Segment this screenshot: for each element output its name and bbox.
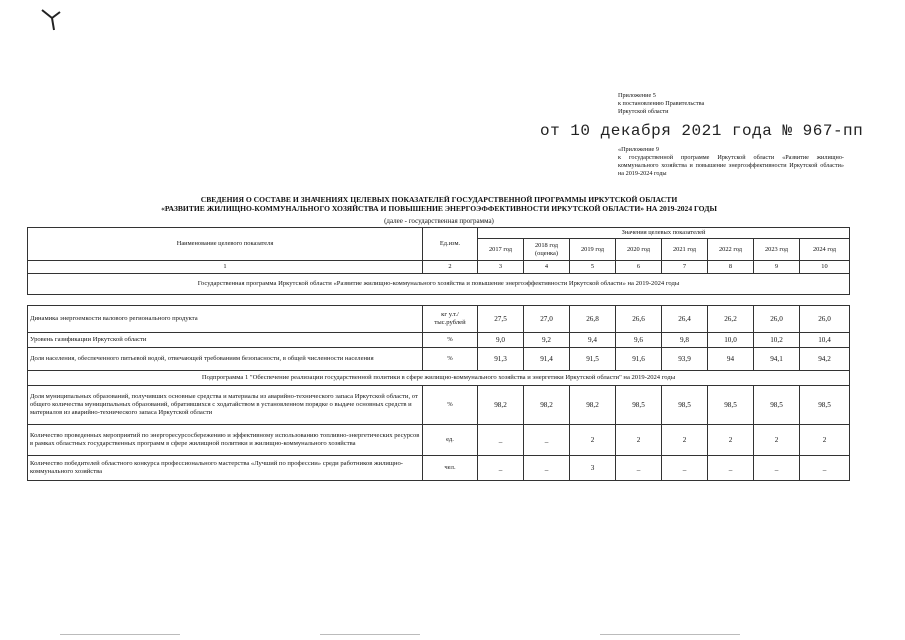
column-number: 1: [28, 261, 423, 274]
value-cell: 27,0: [524, 306, 570, 333]
value-cell: _: [800, 456, 850, 481]
indicator-unit: кг у.т./ тыс.рублей: [423, 306, 478, 333]
document-subtitle: (далее - государственная программа): [384, 217, 494, 225]
indicator-name: Количество победителей областного конкурса профессионального мастерства «Лучший по профессии» среди работников жилищно-коммунального хозяйства: [28, 456, 423, 481]
value-cell: 9,4: [570, 333, 616, 348]
header-year: 2019 год: [570, 239, 616, 261]
header-year: 2024 год: [800, 239, 850, 261]
value-cell: 98,5: [616, 386, 662, 425]
appendix9-header: [618, 146, 844, 178]
resolution-stamp: от 10 декабря 2021 года № 967-пп: [540, 122, 864, 140]
indicator-unit: %: [423, 348, 478, 371]
indicator-name: Динамика энергоемкости валового регионального продукта: [28, 306, 423, 333]
header-name: Наименование целевого показателя: [28, 228, 423, 261]
value-cell: 26,8: [570, 306, 616, 333]
value-cell: 98,5: [662, 386, 708, 425]
value-cell: 2: [662, 425, 708, 456]
document-title: [30, 195, 848, 213]
value-cell: 2: [708, 425, 754, 456]
value-cell: _: [478, 425, 524, 456]
value-cell: 26,0: [754, 306, 800, 333]
separator: [28, 295, 850, 306]
section-subprogram: Подпрограмма 1 "Обеспечение реализации государственной политики в сфере жилищно-коммунального хозяйства и энергетики Иркутской области" на 2019-2024 годы: [28, 371, 850, 386]
indicator-name: Количество проведенных мероприятий по энергоресурсосбережению и эффективному использованию топливно-энергетических ресурсов в рамках областных государственных программ в сфере жилищной политики и жилищно-коммунального хозяйства: [28, 425, 423, 456]
value-cell: 91,3: [478, 348, 524, 371]
value-cell: 94: [708, 348, 754, 371]
value-cell: _: [754, 456, 800, 481]
value-cell: _: [616, 456, 662, 481]
column-number: 5: [570, 261, 616, 274]
value-cell: 2: [570, 425, 616, 456]
table-row: [28, 386, 850, 425]
column-number: 8: [708, 261, 754, 274]
appendix9-title: «Приложение 9: [618, 146, 659, 153]
title-line-1: СВЕДЕНИЯ О СОСТАВЕ И ЗНАЧЕНИЯХ ЦЕЛЕВЫХ ПОКАЗАТЕЛЕЙ ГОСУДАРСТВЕННОЙ ПРОГРАММЫ ИРКУТСКОЙ ОБЛАСТИ: [200, 195, 678, 204]
value-cell: 26,4: [662, 306, 708, 333]
value-cell: 91,5: [570, 348, 616, 371]
value-cell: 98,5: [754, 386, 800, 425]
value-cell: 93,9: [662, 348, 708, 371]
value-cell: 3: [570, 456, 616, 481]
value-cell: 98,2: [524, 386, 570, 425]
column-number: 4: [524, 261, 570, 274]
header-unit: Ед.изм.: [423, 228, 478, 261]
indicator-unit: чел.: [423, 456, 478, 481]
indicator-unit: %: [423, 386, 478, 425]
value-cell: 26,2: [708, 306, 754, 333]
header-year: 2022 год: [708, 239, 754, 261]
scan-edge-line: [320, 634, 420, 635]
value-cell: 10,0: [708, 333, 754, 348]
table-row: [28, 425, 850, 456]
value-cell: 2: [616, 425, 662, 456]
scan-edge-line: [600, 634, 740, 635]
appendix-header: [618, 92, 858, 116]
value-cell: 94,1: [754, 348, 800, 371]
value-cell: 98,2: [478, 386, 524, 425]
value-cell: 9,2: [524, 333, 570, 348]
value-cell: 2: [754, 425, 800, 456]
value-cell: 27,5: [478, 306, 524, 333]
value-cell: 26,0: [800, 306, 850, 333]
value-cell: 94,2: [800, 348, 850, 371]
indicator-unit: ед.: [423, 425, 478, 456]
value-cell: _: [478, 456, 524, 481]
value-cell: 9,8: [662, 333, 708, 348]
value-cell: 2: [800, 425, 850, 456]
table-row: [28, 333, 850, 348]
title-line-2: «РАЗВИТИЕ ЖИЛИЩНО-КОММУНАЛЬНОГО ХОЗЯЙСТВА И ПОВЫШЕНИЕ ЭНЕРГОЭФФЕКТИВНОСТИ ИРКУТСКОЙ ОБЛАСТИ» НА 2019-2024 ГОДЫ: [161, 204, 717, 213]
value-cell: 98,5: [800, 386, 850, 425]
column-number: 7: [662, 261, 708, 274]
header-year: 2020 год: [616, 239, 662, 261]
appendix-line: к постановлению Правительства: [618, 100, 705, 107]
header-year: 2021 год: [662, 239, 708, 261]
column-number: 10: [800, 261, 850, 274]
header-year: 2023 год: [754, 239, 800, 261]
value-cell: 98,5: [708, 386, 754, 425]
column-number: 6: [616, 261, 662, 274]
scan-edge-line: [60, 634, 180, 635]
scan-mark-icon: [38, 4, 68, 34]
value-cell: 10,2: [754, 333, 800, 348]
value-cell: _: [708, 456, 754, 481]
value-cell: 10,4: [800, 333, 850, 348]
column-number: 9: [754, 261, 800, 274]
column-number: 3: [478, 261, 524, 274]
value-cell: _: [524, 456, 570, 481]
appendix-line: Приложение 5: [618, 92, 656, 99]
table-row: [28, 306, 850, 333]
column-number: 2: [423, 261, 478, 274]
section-program: Государственная программа Иркутской области «Развитие жилищно-коммунального хозяйства и повышение энергоэффективности Иркутской области» на 2019-2024 годы: [28, 274, 850, 295]
value-cell: 98,2: [570, 386, 616, 425]
indicator-name: Доля муниципальных образований, получивших основные средства и материалы из аварийно-технического запаса Иркутской области, от общего количества муниципальных образований, обратившихся с ходатайством в установленном порядке о выдаче основных средств и материалов из аварийно-технического запаса Иркутской области: [28, 386, 423, 425]
value-cell: _: [662, 456, 708, 481]
header-values: Значения целевых показателей: [478, 228, 850, 239]
indicators-table: [27, 227, 850, 481]
table-row: [28, 348, 850, 371]
header-year: 2017 год: [478, 239, 524, 261]
table-row: [28, 456, 850, 481]
value-cell: 9,0: [478, 333, 524, 348]
value-cell: 91,4: [524, 348, 570, 371]
appendix-line: Иркутской области: [618, 108, 669, 115]
header-year: 2018 год (оценка): [524, 239, 570, 261]
indicator-unit: %: [423, 333, 478, 348]
indicator-name: Доля населения, обеспеченного питьевой водой, отвечающей требованиям безопасности, в общей численности населения: [28, 348, 423, 371]
appendix9-text: к государственной программе Иркутской области «Развитие жилищно-коммунального хозяйства и повышение энергоэффективности Иркутской области» на 2019-2024 годы: [618, 154, 844, 177]
value-cell: _: [524, 425, 570, 456]
value-cell: 26,6: [616, 306, 662, 333]
value-cell: 91,6: [616, 348, 662, 371]
value-cell: 9,6: [616, 333, 662, 348]
indicator-name: Уровень газификации Иркутской области: [28, 333, 423, 348]
